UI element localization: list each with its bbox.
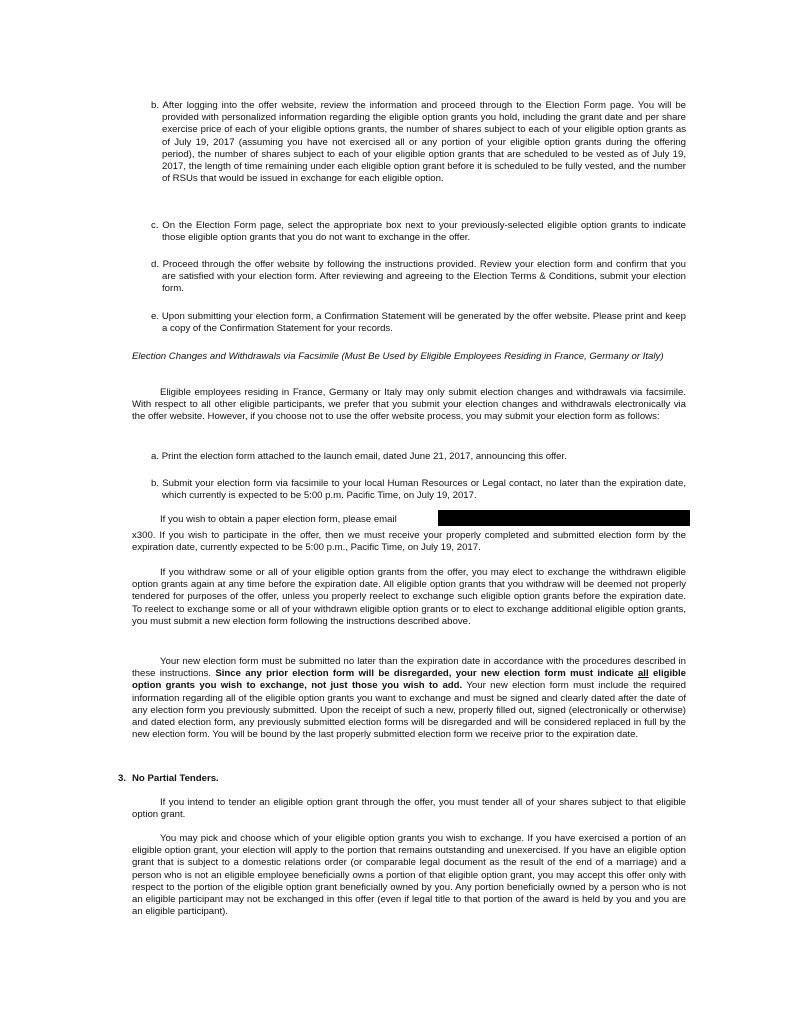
step-label: a. — [151, 451, 160, 462]
step-label: b. — [151, 100, 160, 111]
new-form-text: Your new election form must be submitted no later than the expiration date in accordance with the procedures described in these instructions. — [132, 656, 686, 680]
step-text: On the Election Form page, select the appropriate box next to your previously-selected eligible option grants to indicate those eligible option grants that you do not want to exchange in the offer. — [162, 220, 687, 244]
step-text: Proceed through the offer website by following the instructions provided. Review your election form and confirm that you are satisfied with your election form. After reviewing and agreeing to the Election Terms & Conditions, submit your election form. — [162, 259, 686, 295]
step-text: Print the election form attached to the launch email, dated June 21, 2017, announcing this offer. — [161, 451, 567, 462]
step-label: b. — [151, 478, 160, 489]
step-text: Submit your election form via facsimile to your local Human Resources or Legal contact, no later than the expiration date, which currently is expected to be 5:00 p.m. Pacific Time, on July 19, 2017. — [162, 478, 686, 502]
section3-paragraph-1: If you intend to tender an eligible option grant through the offer, you must tender all of your shares subject to that eligible option grant. — [132, 797, 686, 821]
paper-form-line2: x300. If you wish to participate in the offer, then we must receive your properly completed and submitted election form by the expiration date, currently expected to be 5:00 p.m., Pacific Time, on July 19, 2017. — [132, 530, 686, 554]
new-form-text: Your new election form must include the required information regarding all of the eligible option grants you want to exchange and must be signed and clearly dated after the date of any election form you previously submitted. Upon the receipt of such a new, properly filled out, signed (electronically or otherwise) and dated election form, any previously submitted election forms will be disregarded and will be considered replaced in full by the new election form. You will be bound by the last properly submitted election form we receive prior to the expiration date. — [132, 680, 686, 741]
withdraw-paragraph: If you withdraw some or all of your eligible option grants from the offer, you may elect to exchange the withdrawn eligible option grants again at any time before the expiration date. All eligible option grants that you withdraw will be deemed not properly tendered for purposes of the offer, unless you properly reelect to exchange such eligible option grants before the expiration date. To reelect to exchange some or all of your withdrawn eligible option grants or to elect to exchange additional eligible option grants, you must submit a new election form following the instructions described above. — [132, 567, 686, 627]
fax-intro: Eligible employees residing in France, Germany or Italy may only submit election changes and withdrawals via facsimile. With respect to all other eligible participants, we prefer that you submit your election changes and withdrawals electronically via the offer website. However, if you choose not to use the offer website process, you may submit your election form as follows: — [132, 387, 686, 423]
step-label: e. — [151, 311, 160, 322]
step-c — [151, 220, 686, 244]
step-text: After logging into the offer website, review the information and proceed through to the Election Form page. You will be provided with personalized information regarding the eligible option grants you hold, including the grant date and per share exercise price of each of your eligible options grants, the number of shares subject to each of your eligible option grants as of July 19, 2017 (assuming you have not exercised all or any portion of your eligible option grants during the offering period), the number of shares subject to each of your eligible option grants that are scheduled to be vested as of July 19, 2017, the length of time remaining under each eligible option grant before it is scheduled to be fully vested, and the number of RSUs that would be issued in exchange for each eligible option. — [162, 100, 687, 185]
step-b — [151, 100, 686, 185]
paper-form-line1: If you wish to obtain a paper election form, please email — [160, 514, 397, 525]
new-form-paragraph — [132, 656, 686, 741]
new-form-bold: Since any prior election form will be disregarded, your new election form must indicate — [215, 668, 634, 680]
section3-paragraph-2: You may pick and choose which of your eligible option grants you wish to exchange. If you have exercised a portion of an eligible option grant, your election will apply to the portion that remains outstanding and unexercised. If you have an eligible option grant that is subject to a domestic relations order (or comparable legal document as the result of the end of a marriage) and a person who is not an eligible employee beneficially owns a portion of that eligible option grant, you may accept this offer only with respect to the portion of the eligible option grant beneficially owned by you. Any portion beneficially owned by a person who is not an eligible participant may not be exchanged in this offer (even if legal title to that portion of the award is held by you and you are an eligible participant). — [132, 833, 686, 918]
new-form-underlined: all — [637, 668, 649, 680]
step-d — [151, 259, 686, 296]
redacted-email — [438, 510, 690, 526]
step-label: d. — [151, 259, 160, 270]
step-e — [151, 311, 686, 335]
section-number: 3. — [118, 773, 127, 784]
fax-heading: Election Changes and Withdrawals via Facsimile (Must Be Used by Eligible Employees Residing in France, Germany or Italy) — [132, 351, 664, 362]
fax-step-a — [151, 451, 686, 463]
step-label: c. — [151, 220, 159, 231]
step-text: Upon submitting your election form, a Confirmation Statement will be generated by the offer website. Please print and keep a copy of the Confirmation Statement for your records. — [161, 311, 686, 335]
fax-step-b — [151, 478, 686, 502]
new-form-bold: eligible option grants you wish to exchange, not just those you wish to add. — [132, 668, 687, 692]
section-title: No Partial Tenders. — [132, 773, 219, 784]
